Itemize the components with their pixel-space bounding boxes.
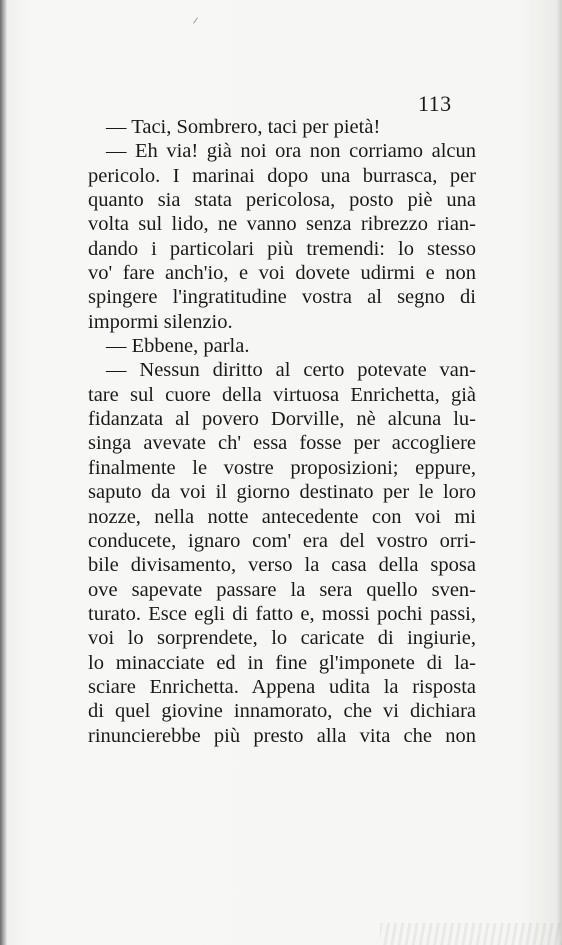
page-number: 113 [418, 91, 452, 116]
text-line: — Taci, Sombrero, taci per pietà! [106, 116, 381, 138]
text-line: lo minacciate ed in fine gl'imponete di la- [88, 651, 476, 674]
text-line: sciare Enrichetta. Appena udita la risposta [88, 675, 476, 698]
text-line: volta sul lido, ne vanno senza ribrezzo rian- [88, 213, 476, 236]
text-line: nozze, nella notte antecedente con voi mi [88, 505, 476, 528]
text-line: pericolo. I marinai dopo una burrasca, per [88, 164, 476, 187]
text-line: singa avevate ch' essa fosse per accogliere [88, 432, 476, 455]
text-line: dando i particolari più tremendi: lo stesso [88, 237, 476, 260]
body-text [88, 115, 476, 748]
text-line: fidanzata al povero Dorville, nè alcuna lu- [88, 408, 476, 431]
text-line: voi lo sorprendete, lo caricate di ingiurie, [88, 627, 476, 650]
text-line: di quel giovine innamorato, che vi dichiara [88, 700, 476, 723]
text-line: quanto sia stata pericolosa, posto piè una [88, 189, 476, 212]
text-line: saputo da voi il giorno destinato per le loro [88, 481, 476, 504]
page-edge [556, 0, 562, 945]
text-line: finalmente le vostre proposizioni; eppure, [88, 456, 476, 479]
text-line: ove sapevate passare la sera quello sven- [88, 578, 476, 601]
text-line: — Ebbene, parla. [106, 335, 250, 358]
text-line: turato. Esce egli di fatto e, mossi pochi passi, [88, 602, 476, 625]
text-line: conducete, ignaro com' era del vostro orri- [88, 529, 476, 552]
text-line: impormi silenzio. [88, 310, 233, 333]
text-line: — Nessun diritto al certo potevate van- [106, 359, 476, 382]
text-line: rinuncierebbe più presto alla vita che non [88, 724, 476, 747]
text-line: spingere l'ingratitudine vostra al segno di [88, 286, 476, 309]
text-line: — Eh via! già noi ora non corriamo alcun [106, 140, 476, 163]
text-line: vo' fare anch'io, e voi dovete udirmi e non [88, 262, 476, 285]
scan-artifact [380, 923, 562, 945]
page-gutter-shadow [0, 0, 7, 945]
stray-pen-mark [193, 17, 198, 23]
text-line: tare sul cuore della virtuosa Enrichetta, già [88, 383, 476, 406]
text-line: bile divisamento, verso la casa della sposa [88, 554, 476, 577]
